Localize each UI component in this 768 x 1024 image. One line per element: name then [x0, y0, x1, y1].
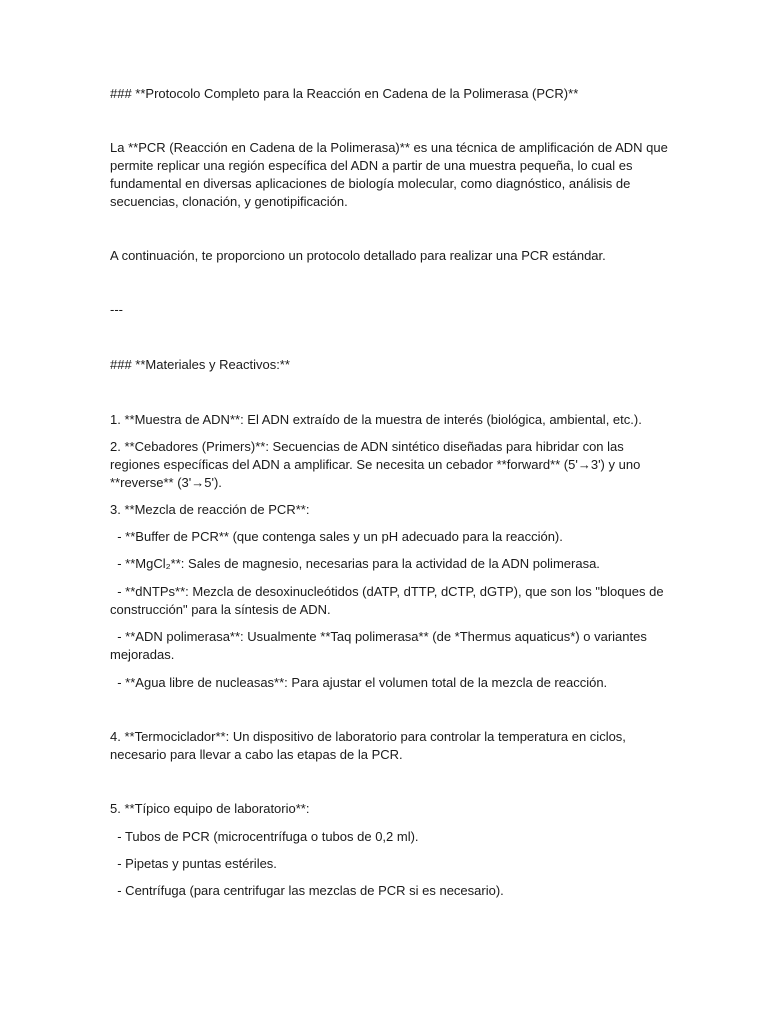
sub-item-centrifuga: - Centrífuga (para centrifugar las mezclas de PCR si es necesario). — [110, 883, 504, 898]
list-item-3: 3. **Mezcla de reacción de PCR**: — [110, 502, 310, 517]
sub-item-dntps: - **dNTPs**: Mezcla de desoxinucleótidos (dATP, dTTP, dCTP, dGTP), que son los "bloques de construcción" para la síntesis de ADN. — [110, 584, 668, 617]
sub-item-mgcl2: - **MgCl₂**: Sales de magnesio, necesarias para la actividad de la ADN polimerasa. — [110, 556, 600, 571]
sub-item-pipetas: - Pipetas y puntas estériles. — [110, 856, 277, 871]
document-title: ### **Protocolo Completo para la Reacción en Cadena de la Polimerasa (PCR)** — [110, 86, 579, 101]
list-item-1: 1. **Muestra de ADN**: El ADN extraído de la muestra de interés (biológica, ambiental, etc.). — [110, 412, 642, 427]
materials-heading: ### **Materiales y Reactivos:** — [110, 357, 290, 372]
sub-item-agua: - **Agua libre de nucleasas**: Para ajustar el volumen total de la mezcla de reacción. — [110, 675, 608, 690]
list-item-2: 2. **Cebadores (Primers)**: Secuencias de ADN sintético diseñadas para hibridar con las regiones específicas del ADN a amplificar. Se necesita un cebador **forward** (5'→3') y uno **reverse** (3'→5'). — [110, 439, 641, 490]
list-item-4: 4. **Termociclador**: Un dispositivo de laboratorio para controlar la temperatura en ciclos, necesario para llevar a cabo las etapas de la PCR. — [110, 729, 626, 762]
intro-paragraph: La **PCR (Reacción en Cadena de la Polimerasa)** es una técnica de amplificación de ADN que permite replicar una región específica del ADN a partir de una muestra pequeña, lo cual es fundamental en diversas aplicaciones de biología molecular, como diagnóstico, análisis de secuencias, clonación, y genotipificación. — [110, 140, 668, 209]
list-item-5: 5. **Típico equipo de laboratorio**: — [110, 801, 310, 816]
sub-item-tubos: - Tubos de PCR (microcentrífuga o tubos de 0,2 ml). — [110, 829, 419, 844]
separator-line: --- — [110, 302, 123, 317]
continuation-paragraph: A continuación, te proporciono un protocolo detallado para realizar una PCR estándar. — [110, 248, 606, 263]
sub-item-polimerasa: - **ADN polimerasa**: Usualmente **Taq polimerasa** (de *Thermus aquaticus*) o variantes mejoradas. — [110, 629, 651, 662]
sub-item-buffer: - **Buffer de PCR** (que contenga sales y un pH adecuado para la reacción). — [110, 529, 563, 544]
